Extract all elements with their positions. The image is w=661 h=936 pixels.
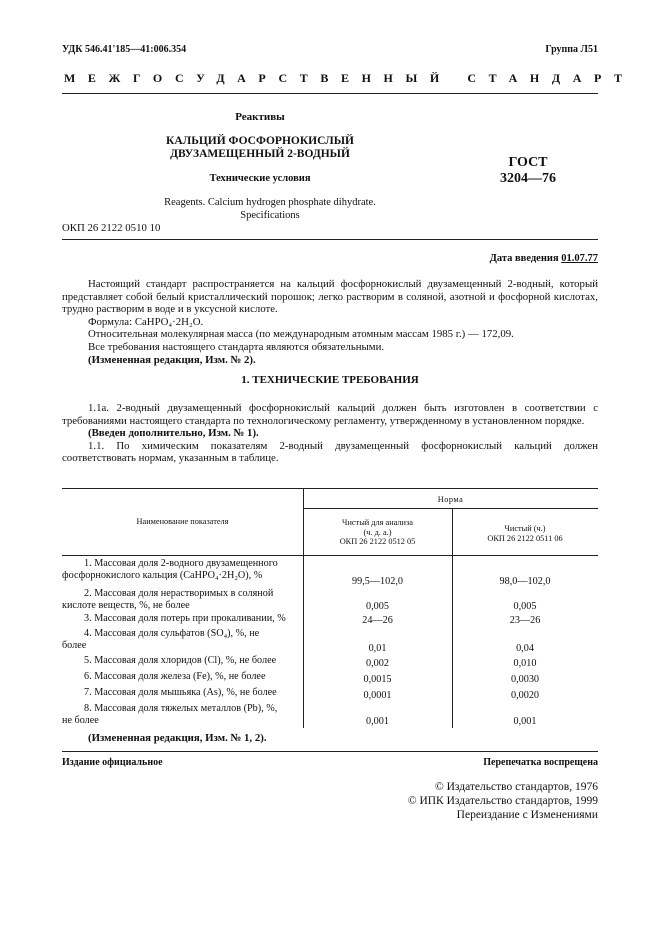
category-label: Реактивы	[235, 111, 285, 123]
header-rule	[62, 93, 598, 94]
molar-mass: Относительная молекулярная масса (по международным атомным массам 1985 г.) — 172,09.	[88, 328, 514, 341]
analysis-grade-value: 0,0001	[363, 689, 392, 701]
table-row	[62, 687, 598, 703]
english-line-2: Specifications	[240, 209, 300, 221]
copyright-block	[408, 780, 598, 822]
intro-date	[490, 253, 598, 264]
formula-line: Формула: CaHPO₄·2H₂O.	[88, 315, 204, 328]
okp-code: ОКП 26 2122 0510 10	[62, 222, 161, 234]
analysis-grade-value: 0,001	[366, 715, 389, 727]
pure-grade-value: 98,0—102,0	[499, 575, 551, 587]
footer-rule	[62, 751, 598, 752]
scope-paragraph: Настоящий стандарт распространяется на кальций фосфорнокислый двузамещенный 2-водный, который представляет собой белый кристаллический порошок; легко растворим в соляной, азотной и фосфорной кислотах, трудно растворим в воде и в уксусной кислоте.	[62, 278, 598, 316]
table-row	[62, 655, 598, 671]
table-row	[62, 613, 598, 628]
copyright-1: © Издательство стандартов, 1976	[434, 781, 598, 793]
title-rule	[62, 239, 598, 240]
amendment-note: (Измененная редакция, Изм. № 2).	[88, 353, 256, 366]
analysis-grade-value: 24—26	[362, 614, 393, 626]
group-code: Группа Л51	[545, 44, 598, 55]
pure-grade-value: 0,0030	[510, 673, 539, 685]
intro-date-value: 01.07.77	[561, 253, 598, 264]
row-indicator: 5. Массовая доля хлоридов (Cl), %, не более	[84, 655, 277, 666]
formula: CaHPO₄·2H₂O.	[134, 315, 204, 328]
pure-grade-value: 0,04	[516, 642, 534, 654]
row-indicator: 2. Массовая доля нерастворимых в соляной кислоте веществ, %, не более	[62, 588, 274, 612]
interstate-standard-banner: МЕЖГОСУДАРСТВЕННЫЙ СТАНДАРТ	[64, 71, 635, 85]
row-indicator: 7. Массовая доля мышьяка (As), %, не более	[84, 687, 277, 698]
reissue-note: Переиздание с Изменениями	[456, 809, 598, 821]
gost-number: 3204—76	[500, 171, 556, 186]
official-edition: Издание официальное	[62, 757, 163, 768]
col-header-pure: Чистый (ч.) ОКП 26 2122 0511 06	[487, 524, 563, 543]
standard-title	[140, 135, 380, 160]
gost-designation	[480, 155, 576, 187]
intro-date-label: Дата введения	[489, 253, 559, 264]
title-line-2: ДВУЗАМЕЩЕННЫЙ 2-ВОДНЫЙ	[170, 147, 350, 160]
analysis-grade-value: 99,5—102,0	[352, 575, 403, 587]
table-norm-rule	[303, 508, 598, 509]
table-row	[62, 588, 598, 613]
analysis-grade-value: 0,01	[368, 642, 387, 654]
col-header-norm: Норма	[437, 495, 464, 504]
row-indicator: 6. Массовая доля железа (Fe), %, не более	[84, 671, 266, 682]
clause-1-1a-note: (Введен дополнительно, Изм. № 1).	[88, 427, 259, 440]
intro-section	[62, 278, 598, 366]
analysis-grade-value: 0,002	[366, 657, 389, 669]
english-line-1: Reagents. Calcium hydrogen phosphate dihydrate.	[164, 197, 376, 208]
pure-grade-value: 0,010	[513, 657, 537, 669]
table-top-rule	[62, 488, 598, 489]
pure-grade-value: 23—26	[509, 614, 541, 626]
gost-label: ГОСТ	[508, 155, 548, 170]
row-indicator: 1. Массовая доля 2-водного двузамещенного фосфорнокислого кальция (CaHPO₄·2H₂O), %	[62, 558, 278, 582]
section-heading: 1. ТЕХНИЧЕСКИЕ ТРЕБОВАНИЯ	[241, 374, 419, 386]
subtitle: Технические условия	[209, 173, 311, 184]
analysis-grade-value: 0,005	[366, 600, 389, 612]
section-1-body	[62, 402, 598, 465]
reprint-notice: Перепечатка воспрещена	[483, 757, 598, 768]
analysis-grade-value: 0,0015	[363, 673, 392, 685]
pure-grade-value: 0,001	[513, 715, 537, 727]
table-row	[62, 558, 598, 588]
col-header-analysis: Чистый для анализа (ч. д. а.) ОКП 26 2122 0512 05	[339, 518, 416, 546]
mandatory-note: Все требования настоящего стандарта являются обязательными.	[88, 340, 385, 353]
clause-1-1: 1.1. По химическим показателям 2-водный двузамещенный фосфорнокислый кальций должен соответствовать нормам, указанным в таблице.	[62, 439, 598, 465]
table-row	[62, 703, 598, 728]
clause-1-1a: 1.1а. 2-водный двузамещенный фосфорнокислый кальций должен быть изготовлен в соответствии с требованиями настоящего стандарта по технологическому регламенту, утвержденному в установленном порядке.	[62, 402, 598, 427]
col-header-name: Наименование показателя	[136, 517, 229, 526]
table-header-rule	[62, 555, 598, 556]
table-row	[62, 628, 598, 655]
pure-grade-value: 0,0020	[510, 689, 539, 701]
row-indicator: 3. Массовая доля потерь при прокаливании, %	[84, 613, 286, 624]
copyright-2: © ИПК Издательство стандартов, 1999	[407, 795, 598, 807]
row-indicator: 8. Массовая доля тяжелых металлов (Pb), %, не более	[62, 703, 278, 727]
udk-code: УДК 546.41'185—41:006.354	[62, 44, 187, 55]
pure-grade-value: 0,005	[513, 600, 537, 612]
table-row	[62, 671, 598, 687]
row-indicator: 4. Массовая доля сульфатов (SO₄), %, не более	[62, 628, 260, 652]
table-amendment: (Измененная редакция, Изм. № 1, 2).	[88, 732, 267, 744]
english-title	[140, 197, 400, 222]
title-line-1: КАЛЬЦИЙ ФОСФОРНОКИСЛЫЙ	[166, 135, 354, 147]
